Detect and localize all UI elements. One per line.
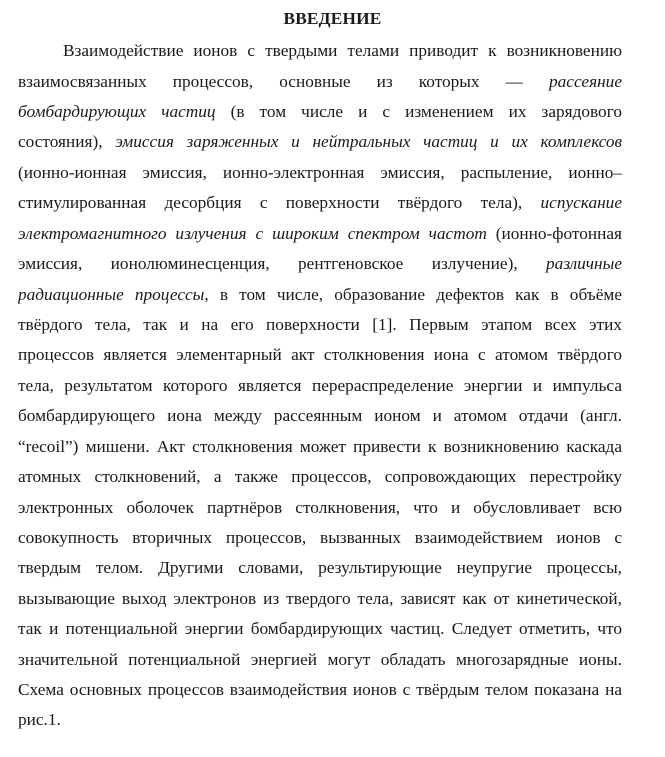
text-run: так и потенциальной энергии бомбардирующих частиц. Следует отметить, что	[18, 619, 622, 638]
text-line	[18, 222, 622, 246]
text-line	[18, 130, 622, 154]
italic-run: различные	[546, 254, 622, 273]
text-run: Взаимодействие ионов с твердыми телами приводит к возникновению	[63, 41, 622, 60]
text-run: тела, результатом которого является перераспределение энергии и импульса	[18, 376, 622, 395]
text-line	[18, 70, 622, 94]
text-line	[18, 526, 622, 550]
text-line	[63, 39, 622, 63]
text-line	[18, 283, 622, 307]
text-run: , в том числе, образование дефектов как в объёме	[204, 285, 622, 304]
text-run: рис.1.	[18, 710, 61, 729]
text-line	[18, 404, 622, 428]
italic-run: электромагнитного излучения с широким спектром частот	[18, 224, 487, 243]
text-run: Схема основных процессов взаимодействия ионов с твёрдым телом показана на	[18, 680, 622, 699]
text-run: состояния),	[18, 132, 116, 151]
text-line	[18, 191, 622, 215]
text-run: “recoil”) мишени. Акт столкновения может привести к возникновению каскада	[18, 437, 622, 456]
italic-run: испускание	[540, 193, 622, 212]
text-run: твердым телом. Другими словами, результирующие неупругие процессы,	[18, 558, 622, 577]
italic-run: радиационные процессы	[18, 285, 205, 304]
text-run: взаимосвязанных процессов, основные из которых —	[18, 72, 550, 91]
text-run: бомбардирующего иона между рассеянным ионом и атомом отдачи (англ.	[18, 406, 622, 425]
text-line	[18, 435, 622, 459]
text-run: электронных оболочек партнёров столкновения, что и обусловливает всю	[18, 498, 622, 517]
text-line	[18, 587, 622, 611]
text-run: стимулированная десорбция с поверхности твёрдого тела),	[18, 193, 541, 212]
italic-run: бомбардирующих частиц	[18, 102, 216, 121]
text-run: атомных столкновений, а также процессов, сопровождающих перестройку	[18, 467, 622, 486]
text-line	[18, 313, 622, 337]
italic-run: эмиссия заряженных и нейтральных частиц и их комплексов	[115, 132, 622, 151]
text-run: совокупность вторичных процессов, вызванных взаимодействием ионов с	[18, 528, 622, 547]
text-run: (ионно-фотонная	[486, 224, 622, 243]
text-run: процессов является элементарный акт столкновения иона с атомом твёрдого	[18, 345, 622, 364]
text-line	[18, 161, 622, 185]
text-line	[18, 648, 622, 672]
text-line	[18, 100, 622, 124]
text-run: значительной потенциальной энергией могут обладать многозарядные ионы.	[18, 650, 622, 669]
italic-run: рассеяние	[549, 72, 622, 91]
text-line	[18, 708, 622, 732]
text-line	[18, 343, 622, 367]
text-run: (ионно-ионная эмиссия, ионно-электронная эмиссия, распыление, ионно–	[18, 163, 622, 182]
text-line	[18, 252, 622, 276]
text-run: вызывающие выход электронов из твердого тела, зависят как от кинетической,	[18, 589, 622, 608]
text-line	[18, 496, 622, 520]
text-line	[18, 617, 622, 641]
text-line	[18, 465, 622, 489]
text-run: (в том числе и с изменением их зарядового	[215, 102, 622, 121]
text-line	[18, 374, 622, 398]
section-heading: ВВЕДЕНИЕ	[283, 9, 382, 28]
text-line	[18, 678, 622, 702]
text-run: эмиссия, ионолюминесценция, рентгеновское излучение),	[18, 254, 547, 273]
text-line	[18, 556, 622, 580]
text-run: твёрдого тела, так и на его поверхности [1]. Первым этапом всех этих	[18, 315, 622, 334]
